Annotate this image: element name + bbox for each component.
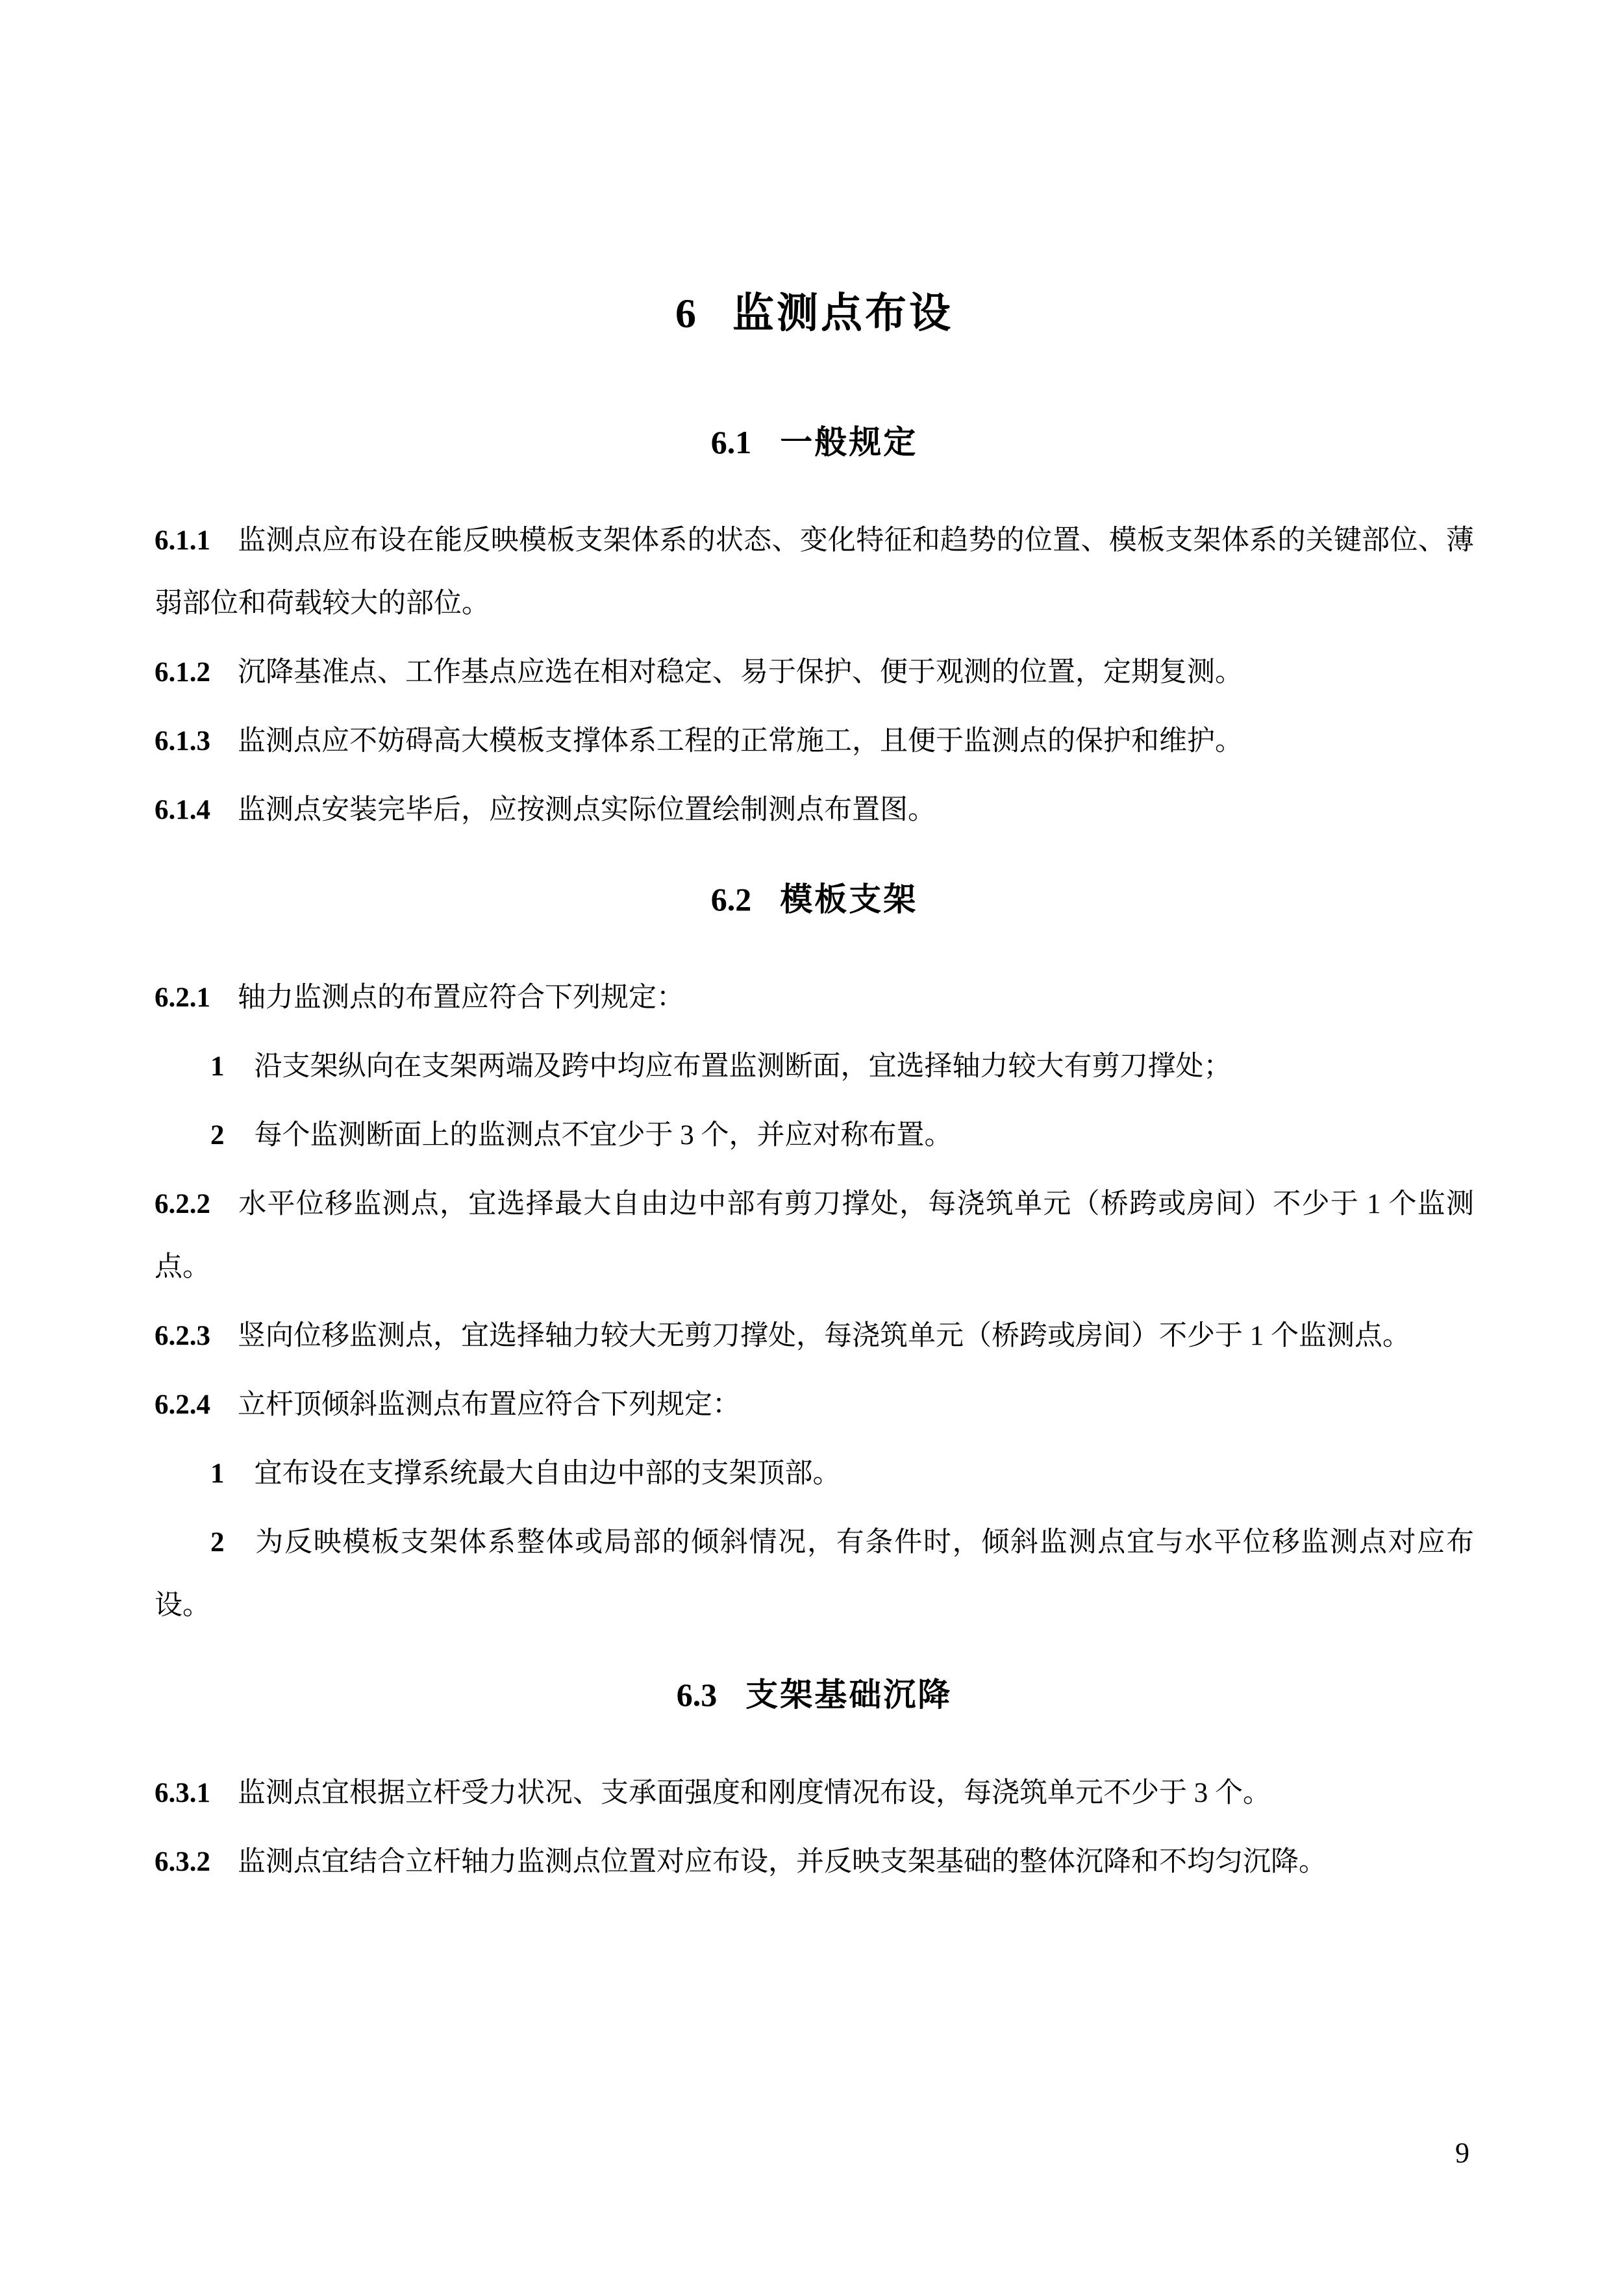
clause-text: 水平位移监测点，宜选择最大自由边中部有剪刀撑处，每浇筑单元（桥跨或房间）不少于 1 个监测点。 [155, 1189, 1474, 1282]
clause-number: 6.2.3 [155, 1321, 210, 1351]
section-heading-6-2 [155, 883, 1474, 916]
clause-6-1-1 [155, 509, 1474, 635]
clause-6-2-3 [155, 1304, 1474, 1367]
clause-number: 6.2.2 [155, 1189, 210, 1219]
chapter-number: 6 [675, 290, 696, 336]
section-title: 一般规定 [780, 424, 918, 460]
clause-6-2-4-item-1 [155, 1442, 1474, 1505]
item-text: 宜布设在支撑系统最大自由边中部的支架顶部。 [254, 1458, 841, 1489]
clause-number: 6.3.1 [155, 1778, 210, 1808]
section-number: 6.3 [676, 1677, 718, 1713]
item-number: 2 [210, 1120, 225, 1151]
clause-text: 竖向位移监测点，宜选择轴力较大无剪刀撑处，每浇筑单元（桥跨或房间）不少于 1 个监测点。 [238, 1321, 1410, 1351]
clause-6-1-2 [155, 641, 1474, 704]
clause-6-3-1 [155, 1762, 1474, 1825]
chapter-heading [155, 292, 1474, 334]
clause-6-3-2 [155, 1830, 1474, 1893]
clause-number: 6.2.4 [155, 1390, 210, 1420]
item-number: 1 [210, 1458, 225, 1489]
section-heading-6-1 [155, 426, 1474, 458]
clause-number: 6.1.4 [155, 795, 210, 825]
item-text: 为反映模板支架体系整体或局部的倾斜情况，有条件时，倾斜监测点宜与水平位移监测点对应布设。 [155, 1527, 1474, 1621]
clause-number: 6.1.3 [155, 726, 210, 756]
chapter-title: 监测点布设 [732, 290, 953, 336]
section-number: 6.2 [710, 881, 752, 917]
section-heading-6-3 [155, 1678, 1474, 1711]
clause-text: 轴力监测点的布置应符合下列规定： [238, 982, 684, 1013]
item-number: 1 [210, 1051, 225, 1082]
page-number: 9 [1455, 2137, 1469, 2169]
clause-text: 沉降基准点、工作基点应选在相对稳定、易于保护、便于观测的位置，定期复测。 [238, 657, 1243, 688]
clause-6-2-1 [155, 966, 1474, 1029]
clause-number: 6.2.1 [155, 982, 210, 1013]
clause-text: 监测点应不妨碍高大模板支撑体系工程的正常施工，且便于监测点的保护和维护。 [238, 726, 1243, 756]
item-text: 每个监测断面上的监测点不宜少于 3 个，并应对称布置。 [254, 1120, 953, 1151]
item-number: 2 [210, 1527, 225, 1558]
clause-text: 监测点宜根据立杆受力状况、支承面强度和刚度情况布设，每浇筑单元不少于 3 个。 [238, 1778, 1271, 1808]
clause-6-1-4 [155, 779, 1474, 842]
clause-number: 6.3.2 [155, 1847, 210, 1877]
clause-number: 6.1.2 [155, 657, 210, 688]
clause-6-2-2 [155, 1173, 1474, 1299]
clause-6-2-1-item-2 [155, 1104, 1474, 1167]
clause-number: 6.1.1 [155, 525, 210, 556]
clause-text: 监测点宜结合立杆轴力监测点位置对应布设，并反映支架基础的整体沉降和不均匀沉降。 [238, 1847, 1327, 1877]
section-number: 6.1 [710, 424, 752, 460]
clause-6-2-4-item-2 [155, 1511, 1474, 1637]
clause-text: 立杆顶倾斜监测点布置应符合下列规定： [238, 1390, 740, 1420]
clause-text: 监测点安装完毕后，应按测点实际位置绘制测点布置图。 [238, 795, 936, 825]
clause-6-1-3 [155, 710, 1474, 773]
section-title: 模板支架 [780, 881, 918, 917]
item-text: 沿支架纵向在支架两端及跨中均应布置监测断面，宜选择轴力较大有剪刀撑处； [254, 1051, 1232, 1082]
clause-text: 监测点应布设在能反映模板支架体系的状态、变化特征和趋势的位置、模板支架体系的关键部位、薄弱部位和荷载较大的部位。 [155, 525, 1474, 619]
section-title: 支架基础沉降 [745, 1677, 953, 1713]
page-content [155, 0, 1474, 1899]
clause-6-2-4 [155, 1373, 1474, 1436]
clause-6-2-1-item-1 [155, 1035, 1474, 1098]
